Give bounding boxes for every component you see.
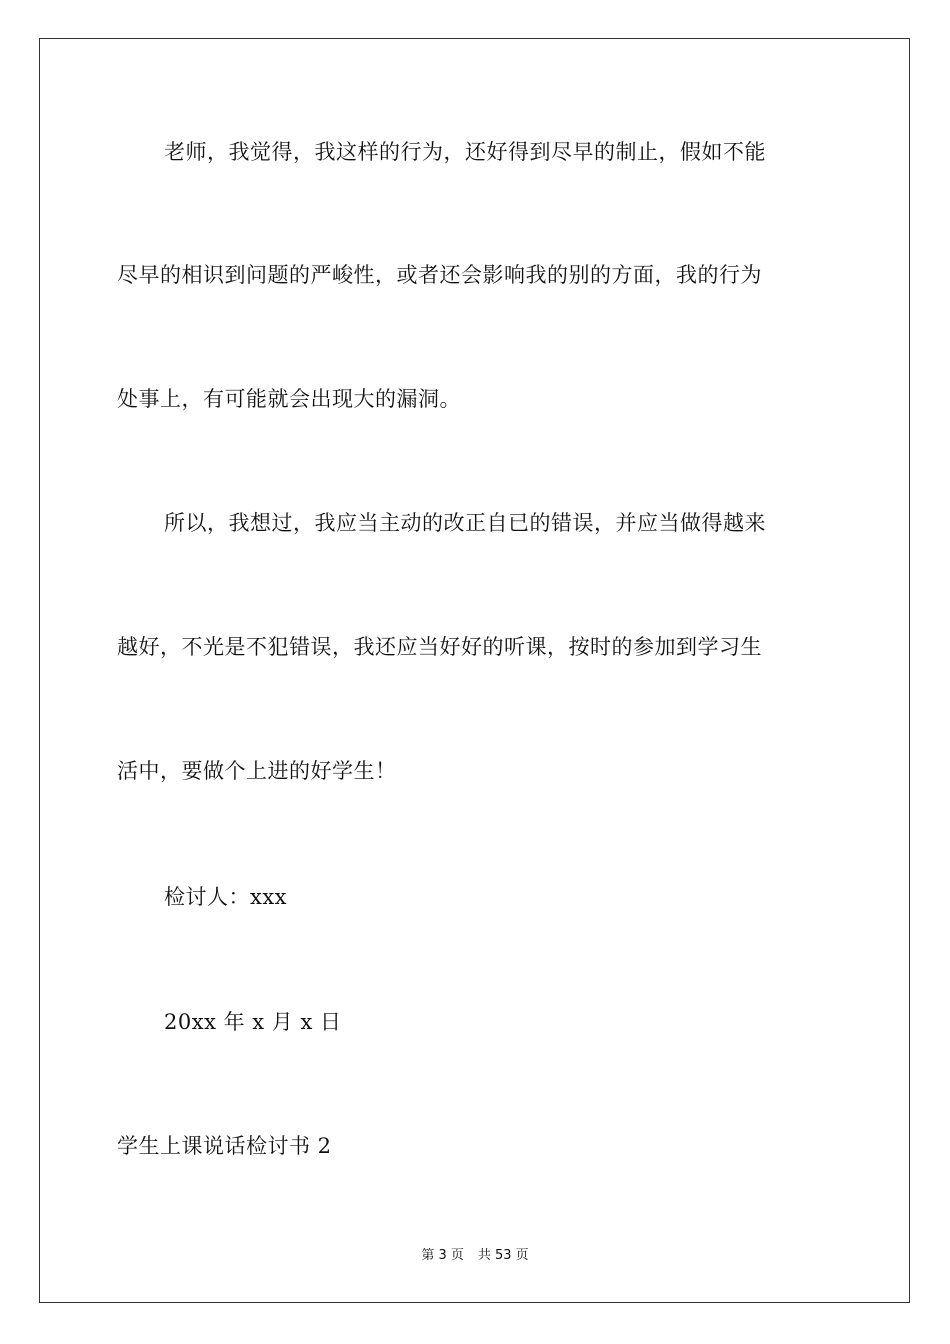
paragraph-2-line-1: 所以，我想过，我应当主动的改正自已的错误，并应当做得越来 xyxy=(164,511,766,535)
date-line: 20xx 年 x 月 x 日 xyxy=(164,1010,342,1034)
section-heading: 学生上课说话检讨书 2 xyxy=(117,1134,332,1158)
paragraph-1-line-2: 尽早的相识到问题的严峻性，或者还会影响我的别的方面，我的行为 xyxy=(117,263,762,287)
page-total: 共 53 页 xyxy=(477,1248,529,1263)
paragraph-1-line-1: 老师，我觉得，我这样的行为，还好得到尽早的制止，假如不能 xyxy=(164,140,766,164)
page-footer xyxy=(0,1247,950,1265)
page-border xyxy=(39,38,910,1303)
paragraph-1-line-3: 处事上，有可能就会出现大的漏洞。 xyxy=(117,387,461,411)
paragraph-2-line-2: 越好，不光是不犯错误，我还应当好好的听课，按时的参加到学习生 xyxy=(117,635,762,659)
paragraph-2-line-3: 活中，要做个上进的好学生！ xyxy=(117,759,397,783)
signature-line: 检讨人：xxx xyxy=(164,885,288,909)
page-number: 第 3 页 xyxy=(421,1248,464,1263)
